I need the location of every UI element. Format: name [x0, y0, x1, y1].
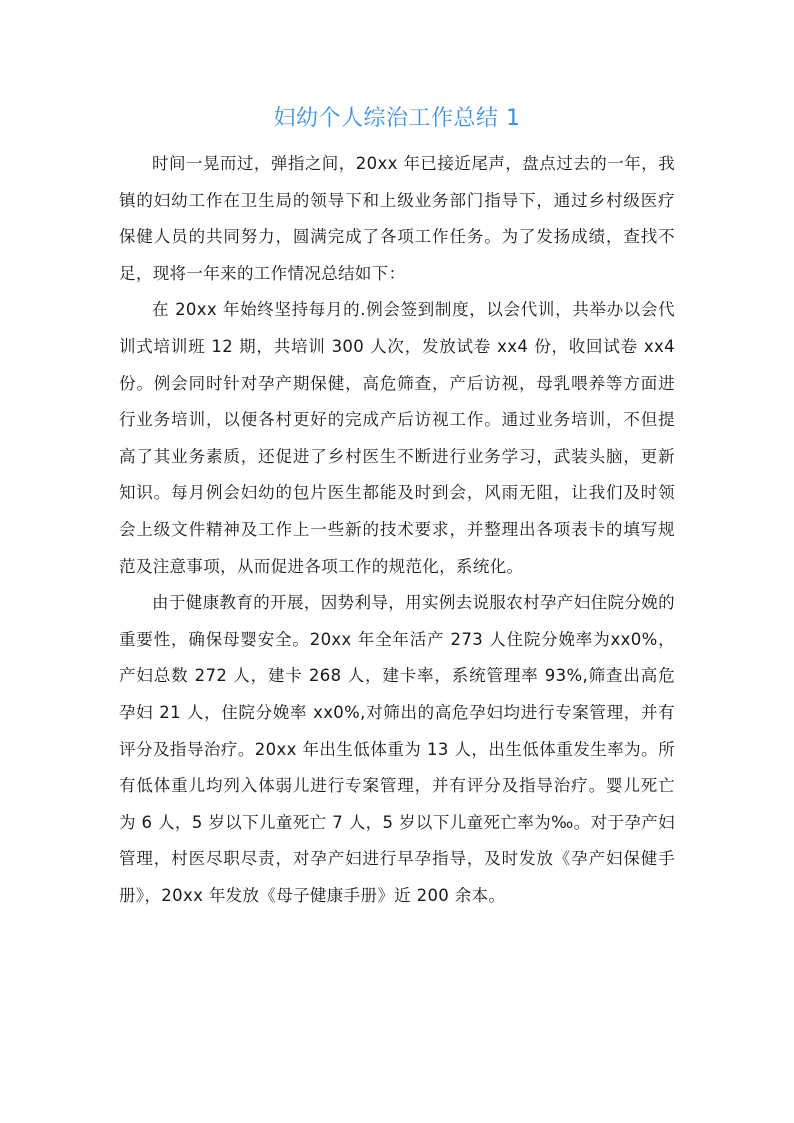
document-body: [119, 146, 675, 914]
paragraph-training: 在 20xx 年始终坚持每月的.例会签到制度，以会代训，共举办以会代训式培训班 12 期，共培训 300 人次，发放试卷 xx4 份，收回试卷 xx4份。例会同时针对孕产期保健，高危筛查，产后访视，母乳喂养等方面进行业务培训，以便各村更好的完成产后访视工作。通过业务培训，不但提高了其业务素质，还促进了乡村医生不断进行业务学习，武装头脑，更新知识。每月例会妇幼的包片医生都能及时到会，风雨无阻，让我们及时领会上级文件精神及工作上一些新的技术要求，并整理出各项表卡的填写规范及注意事项，从而促进各项工作的规范化，系统化。: [119, 300, 675, 576]
paragraph-maternal-health: 由于健康教育的开展，因势利导，用实例去说服农村孕产妇住院分娩的重要性，确保母婴安全。20xx 年全年活产 273 人住院分娩率为xx0%，产妇总数 272 人，建卡 268 人，建卡率，系统管理率 93%,筛查出高危孕妇 21 人，住院分娩率 xx0%,对筛出的高危孕妇均进行专案管理，并有评分及指导治疗。20xx 年出生低体重为 13 人，出生低体重发生率为。所有低体重儿均列入体弱儿进行专案管理，并有评分及指导治疗。婴儿死亡为 6 人，5 岁以下儿童死亡 7 人，5 岁以下儿童死亡率为‰。对于孕产妇管理，村医尽职尽责，对孕产妇进行早孕指导，及时发放《孕产妇保健手册》，20xx 年发放《母子健康手册》近 200 余本。: [119, 593, 675, 905]
document-title: 妇幼个人综治工作总结 1: [273, 106, 521, 131]
paragraph-intro: 时间一晃而过，弹指之间，20xx 年已接近尾声，盘点过去的一年，我镇的妇幼工作在卫生局的领导下和上级业务部门指导下，通过乡村级医疗保健人员的共同努力，圆满完成了各项工作任务。为了发扬成绩，查找不足，现将一年来的工作情况总结如下：: [119, 154, 675, 283]
